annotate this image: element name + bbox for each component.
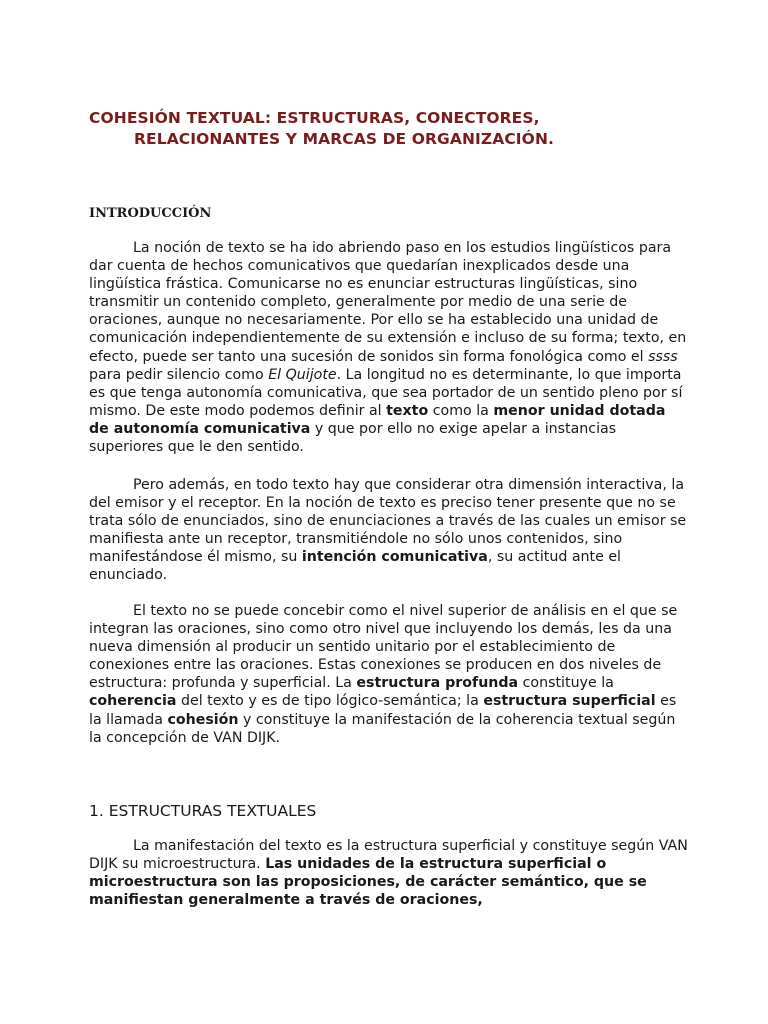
document-title: [89, 108, 729, 150]
paragraph-1-italic-ssss: ssss: [648, 348, 678, 365]
paragraph-1-italic-quijote: El Quijote: [268, 366, 337, 383]
paragraph-3-bold-estructura-profunda: estructura profunda: [356, 675, 519, 692]
paragraph-3-text-a: El texto no se puede concebir como el nivel superior de análisis en el que se integran las oraciones, sino como otro nivel que incluyendo los demás, les da una nueva dimensión al producir un sentido unitario por el establecimiento de conexiones entre las oraciones. Estas conexiones se producen en dos niveles de estructura: profunda y superficial. La: [89, 603, 678, 692]
paragraph-3: [89, 602, 689, 747]
paragraph-4: [89, 837, 689, 909]
paragraph-3-bold-coherencia: coherencia: [89, 693, 177, 710]
paragraph-2-bold-intencion: intención comunicativa: [301, 549, 488, 566]
paragraph-2: [89, 476, 689, 585]
paragraph-4-text-a: La manifestación del texto es la estructura superficial y constituye según VAN DIJK su microestructura.: [89, 838, 688, 873]
paragraph-4-bold-unidades: Las unidades de la estructura superficial o microestructura son las proposiciones, de carácter semántico, que se manifiestan generalmente a través de oraciones,: [89, 856, 647, 909]
paragraph-1-text-e: y que por ello no exige apelar a instancias superiores que le den sentido.: [89, 420, 617, 456]
paragraph-1-text-a: La noción de texto se ha ido abriendo paso en los estudios lingüísticos para dar cuenta de hechos comunicativos que quedarían inexplicados desde una lingüística frástica. Comunicarse no es enunciar estructuras lingüísticas, sino transmitir un contenido completo, generalmente por medio de una serie de oraciones, aunque no necesariamente. Por ello se ha establecido una unidad de comunicación independientemente de su extensión e incluso de su forma; texto, en efecto, puede ser tanto una sucesión de sonidos sin forma fonológica como el: [89, 240, 687, 365]
paragraph-2-text-a: Pero además, en todo texto hay que considerar otra dimensión interactiva, la del emisor y el receptor. En la noción de texto es preciso tener presente que no se trata sólo de enunciados, sino de enunciaciones a través de las cuales un emisor se manifiesta ante un receptor, transmitiéndole no sólo unos contenidos, sino manifestándose él mismo, su: [89, 477, 687, 566]
paragraph-1-text-c: . La longitud no es determinante, lo que importa es que tenga autonomía comunicativa, que sea portador de un sentido pleno por sí mismo. De este modo podemos definir al: [89, 366, 683, 419]
introduction-heading: INTRODUCCIÓN: [89, 206, 212, 221]
section-1-heading: 1. ESTRUCTURAS TEXTUALES: [89, 802, 317, 820]
paragraph-3-bold-cohesion: cohesión: [167, 711, 239, 728]
paragraph-3-text-b: constituye la: [518, 675, 614, 692]
paragraph-1: [89, 239, 689, 456]
title-line-1: COHESIÓN TEXTUAL: ESTRUCTURAS, CONECTORES,: [89, 109, 540, 127]
paragraph-2-text-b: , su actitud ante el enunciado.: [89, 549, 621, 584]
paragraph-3-bold-estructura-superficial: estructura superficial: [483, 693, 656, 710]
paragraph-3-text-d: es la llamada: [89, 693, 677, 728]
paragraph-1-bold-definition: menor unidad dotada de autonomía comunicativa: [89, 402, 666, 437]
paragraph-1-bold-texto: texto: [386, 402, 429, 419]
paragraph-1-text-b: para pedir silencio como: [89, 366, 269, 383]
paragraph-1-text-d: como la: [428, 402, 494, 419]
paragraph-3-text-e: y constituye la manifestación de la coherencia textual según la concepción de VAN DIJK.: [89, 711, 676, 746]
title-line-2: RELACIONANTES Y MARCAS DE ORGANIZACIÓN.: [134, 130, 555, 148]
paragraph-3-text-c: del texto y es de tipo lógico-semántica; la: [176, 693, 484, 710]
